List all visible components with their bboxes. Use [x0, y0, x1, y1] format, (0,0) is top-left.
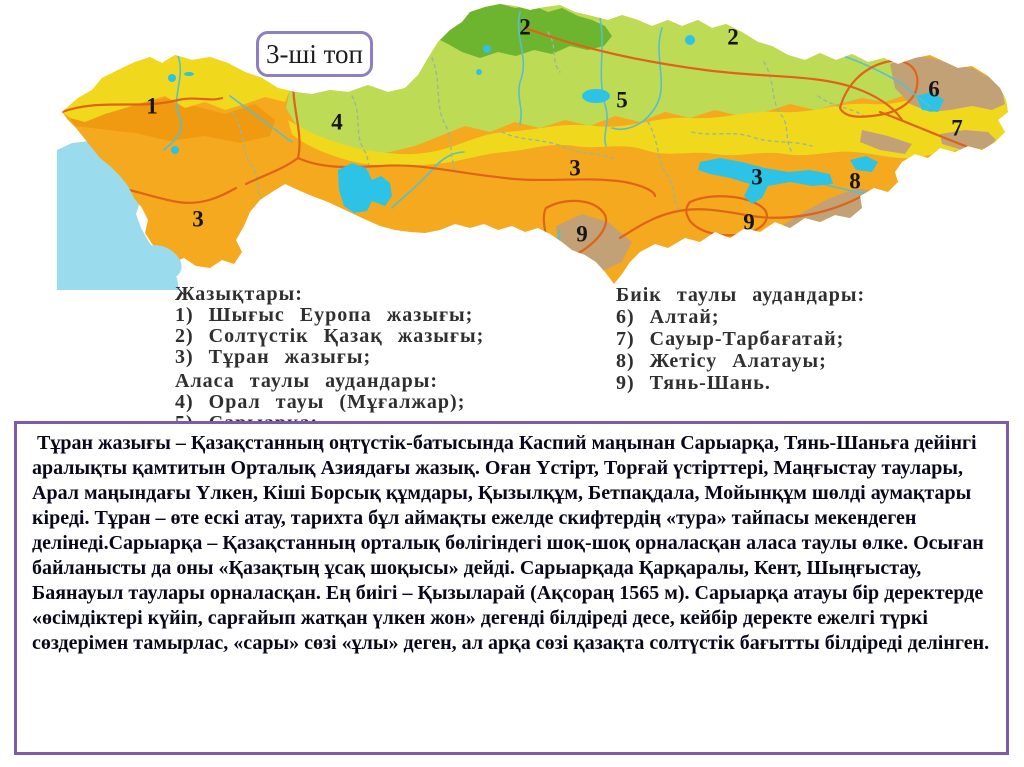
- map-region-number: 2: [519, 14, 531, 40]
- small-lake: [685, 35, 695, 45]
- map-region-number: 6: [928, 76, 940, 102]
- legend-item: 9) Тянь-Шань.: [616, 372, 771, 394]
- group-label-box: [256, 31, 373, 77]
- map-region-number: 9: [743, 209, 755, 235]
- zone-green-northeast: [848, 10, 928, 50]
- map-region-number: 9: [576, 221, 588, 247]
- legend-high-mountains: [616, 284, 866, 394]
- legend-low-mountains: [175, 371, 465, 413]
- map-region-number: 5: [616, 87, 628, 113]
- legend-item: 6) Алтай;: [616, 306, 720, 328]
- map-graphic: [0, 0, 1024, 292]
- map-region-number: 3: [751, 164, 763, 190]
- small-lake: [554, 264, 562, 272]
- map-region-number: 1: [146, 93, 158, 119]
- small-lake: [184, 72, 194, 76]
- info-text-box: Тұран жазығы – Қазақстанның оңтүстік-батысында Каспий маңынан Сарыарқа, Тянь-Шаньға дейінгі аралықты қамтитын Орталық Азиядағы жазық. Оған Үстірт, Торғай үстірттері, Маңғыстау таулары, Арал маңындағы Үлкен, Кіші Борсық құмдары, Қызылқұм, Бетпақдала, Мойынқұм шөлді аумақтары кіреді. Тұран – өте ескі атау, тарихта бұл аймақты ежелде скифтердің «тура» тайпасы мекендеген делінеді.Сарыарқа – Қазақстанның орталық бөлігіндегі шоқ-шоқ орналасқан аласа таулы өлке. Осыған байланысты да оны «Қазақтың ұсақ шоқысы» дейді. Сарыарқада Қарқаралы, Кент, Шыңғыстау, Баянауыл таулары орналасқан. Ең биігі – Қызыларай (Ақсораң 1565 м). Сарыарқа атауы бір деректерде «өсімдіктері күйіп, сарғайып жатқан үлкен жон» дегенді білдіреді десе, кейбір деректе ежелгі түркі сөздерімен тамырлас, «сары» сөзі «ұлы» деген, ал арқа сөзі қазақта солтүстік бағытты білдіреді делінген.: [14, 421, 1009, 755]
- map-region-number: 3: [192, 206, 204, 232]
- legend-item: 4) Орал тауы (Мұғалжар);: [175, 391, 466, 413]
- small-lake: [483, 45, 491, 53]
- legend-plains: [175, 283, 485, 368]
- legend-low-items: [175, 392, 465, 413]
- map-region-number: 2: [727, 24, 739, 50]
- kazakhstan-map: [0, 0, 1024, 292]
- small-lake: [171, 146, 179, 154]
- map-region-number: 8: [849, 168, 861, 194]
- group-label-text: 3-ші топ: [266, 38, 363, 69]
- small-lake: [168, 74, 176, 82]
- legend-high-title: Биік таулы аудандары:: [616, 284, 866, 306]
- map-region-number: 7: [951, 115, 963, 141]
- legend-plains-items: [175, 304, 485, 368]
- legend-item: 7) Сауыр-Тарбағатай;: [616, 328, 845, 350]
- map-region-number: 3: [569, 155, 581, 181]
- map-region-number: 4: [331, 109, 343, 135]
- legend-high-items: [616, 306, 865, 394]
- legend-item: 8) Жетісу Алатауы;: [616, 350, 827, 372]
- legend-plains-title: Жазықтары:: [175, 283, 303, 305]
- small-lake: [476, 69, 482, 75]
- legend-low-title: Аласа таулы аудандары:: [175, 370, 439, 392]
- legend-item: 3) Тұран жазығы;: [175, 346, 372, 368]
- legend-item: 1) Шығыс Еуропа жазығы;: [175, 304, 474, 326]
- lake-tengiz: [582, 89, 610, 103]
- legend-item: 2) Солтүстік Қазақ жазығы;: [175, 325, 485, 347]
